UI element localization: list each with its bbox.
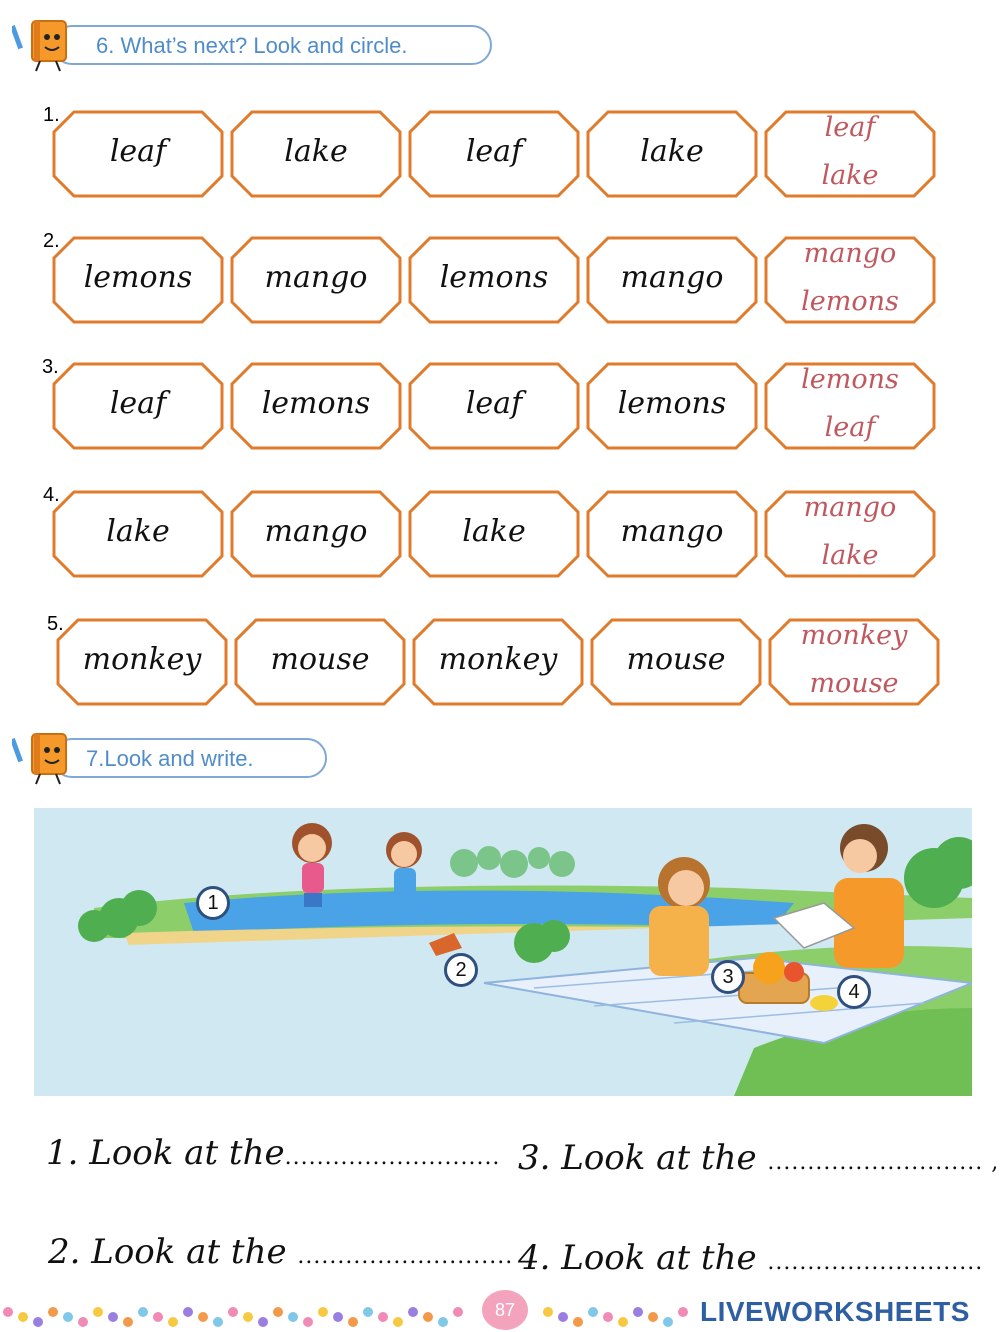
scene-marker-2: 2 (444, 953, 478, 987)
flower-dot (423, 1312, 433, 1322)
sequence-cell (590, 618, 762, 706)
section-7-title: 7.Look and write. (86, 746, 254, 771)
scene-marker-4: 4 (837, 975, 871, 1009)
answer-option[interactable]: lemons (801, 286, 899, 317)
sentence-3 (518, 1138, 999, 1178)
sentence-3-prefix: 3. Look at the (518, 1138, 757, 1178)
flower-dot (18, 1312, 28, 1322)
answer-option[interactable]: monkey (800, 620, 908, 651)
sequence-cell (586, 110, 758, 198)
sequence-cell (56, 618, 228, 706)
flower-dot (408, 1307, 418, 1317)
sequence-word: leaf (109, 134, 167, 169)
sequence-cell (408, 490, 580, 578)
page-footer (0, 1290, 1000, 1332)
row-number: 4. (43, 484, 60, 506)
sequence-cell (586, 236, 758, 324)
flower-dot (78, 1317, 88, 1327)
sequence-word: mango (264, 514, 368, 549)
flower-dot (363, 1307, 373, 1317)
sequence-cell (230, 490, 402, 578)
sequence-cell (230, 362, 402, 450)
answer-choice-cell[interactable] (768, 618, 940, 706)
answer-option[interactable]: mouse (809, 668, 899, 699)
answer-option[interactable]: lemons (801, 364, 899, 395)
flower-dot (273, 1307, 283, 1317)
sequence-word: lake (462, 514, 526, 549)
sequence-cell (52, 362, 224, 450)
liveworksheets-logo[interactable]: LIVEWORKSHEETS (700, 1296, 970, 1327)
answer-choice-cell[interactable] (764, 236, 936, 324)
answer-choice-cell[interactable] (764, 362, 936, 450)
sequence-word: lemons (617, 386, 727, 421)
flower-dot (393, 1317, 403, 1327)
flower-dot (183, 1307, 193, 1317)
sequence-cell (52, 110, 224, 198)
section-6-title: 6. What’s next? Look and circle. (96, 33, 408, 58)
answer-option[interactable]: leaf (824, 112, 876, 143)
notebook-mascot-icon (12, 728, 74, 786)
flower-dot (543, 1307, 553, 1317)
flower-dot (573, 1317, 583, 1327)
sequence-word: mango (620, 514, 724, 549)
sequence-cell (52, 490, 224, 578)
flower-dot (243, 1312, 253, 1322)
flower-dot (603, 1312, 613, 1322)
flower-dot (168, 1317, 178, 1327)
answer-choice-cell[interactable] (764, 110, 936, 198)
section-7-header (12, 738, 352, 782)
flower-dot (303, 1317, 313, 1327)
sequence-word: leaf (465, 134, 523, 169)
flower-dot (648, 1312, 658, 1322)
flower-dot (3, 1307, 13, 1317)
row-number: 5. (47, 613, 64, 635)
flower-dot (453, 1307, 463, 1317)
sequence-cell (586, 362, 758, 450)
sequence-word: lake (284, 134, 348, 169)
sequence-cell (408, 362, 580, 450)
sequence-cell (230, 110, 402, 198)
answer-option[interactable]: leaf (824, 412, 876, 443)
flower-dot (333, 1312, 343, 1322)
sequence-word: mango (264, 260, 368, 295)
answer-option[interactable]: lake (821, 540, 879, 571)
sequence-cell (408, 236, 580, 324)
sentence-1 (46, 1133, 500, 1173)
sentence-4-prefix: 4. Look at the (518, 1238, 757, 1278)
sequence-word: leaf (465, 386, 523, 421)
sentence-1-blank[interactable]: ........................... (284, 1145, 501, 1170)
answer-option[interactable]: mango (803, 492, 897, 523)
row-number: 3. (42, 356, 59, 378)
sequence-word: lake (640, 134, 704, 169)
sequence-word: lemons (439, 260, 549, 295)
row-number: 2. (43, 230, 60, 252)
flower-dot (633, 1307, 643, 1317)
flower-dot (258, 1317, 268, 1327)
sequence-cell (234, 618, 406, 706)
sequence-word: mouse (270, 642, 370, 677)
sequence-word: mango (620, 260, 724, 295)
flower-dot (138, 1307, 148, 1317)
flower-dot (588, 1307, 598, 1317)
sequence-word: lemons (261, 386, 371, 421)
flower-dot (288, 1312, 298, 1322)
sequence-cell (408, 110, 580, 198)
sequence-cell (586, 490, 758, 578)
section-6-header (12, 25, 512, 69)
notebook-mascot-icon (12, 15, 74, 73)
sentence-2 (48, 1232, 513, 1272)
flower-dot (63, 1312, 73, 1322)
sequence-word: monkey (82, 642, 202, 677)
flower-dot (348, 1317, 358, 1327)
sentence-4-blank[interactable]: ........................... (767, 1250, 984, 1275)
sequence-word: lake (106, 514, 170, 549)
flower-dot (663, 1317, 673, 1327)
flower-dot (198, 1312, 208, 1322)
flower-dot (318, 1307, 328, 1317)
sequence-cell (412, 618, 584, 706)
sentence-1-prefix: 1. Look at the (46, 1133, 285, 1173)
sequence-word: mouse (626, 642, 726, 677)
row-number: 1. (43, 104, 60, 126)
sentence-2-blank[interactable]: ........................... (297, 1244, 514, 1269)
sequence-cell (52, 236, 224, 324)
answer-option[interactable]: lake (821, 160, 879, 191)
flower-dot (48, 1307, 58, 1317)
sequence-cell (230, 236, 402, 324)
answer-choice-cell[interactable] (764, 490, 936, 578)
flower-dot (558, 1312, 568, 1322)
flower-dot (33, 1317, 43, 1327)
scene-marker-3: 3 (711, 960, 745, 994)
scene-marker-1: 1 (196, 886, 230, 920)
flower-dot (618, 1317, 628, 1327)
flower-dot (378, 1312, 388, 1322)
sequence-word: monkey (438, 642, 558, 677)
sequence-word: lemons (83, 260, 193, 295)
flower-dot (228, 1307, 238, 1317)
page-number: 87 (482, 1290, 528, 1330)
flower-dot (213, 1317, 223, 1327)
flower-dot (153, 1312, 163, 1322)
sequence-word: leaf (109, 386, 167, 421)
sentence-3-blank[interactable]: ........................... , (767, 1150, 1000, 1175)
picnic-scene-image (34, 808, 972, 1096)
picnic-scene-illustration (34, 808, 972, 1096)
sentence-4 (518, 1238, 983, 1278)
flower-dot (678, 1307, 688, 1317)
flower-dot (438, 1317, 448, 1327)
answer-option[interactable]: mango (803, 238, 897, 269)
sentence-2-prefix: 2. Look at the (48, 1232, 287, 1272)
flower-dot (108, 1312, 118, 1322)
flower-dot (123, 1317, 133, 1327)
flower-dot (93, 1307, 103, 1317)
